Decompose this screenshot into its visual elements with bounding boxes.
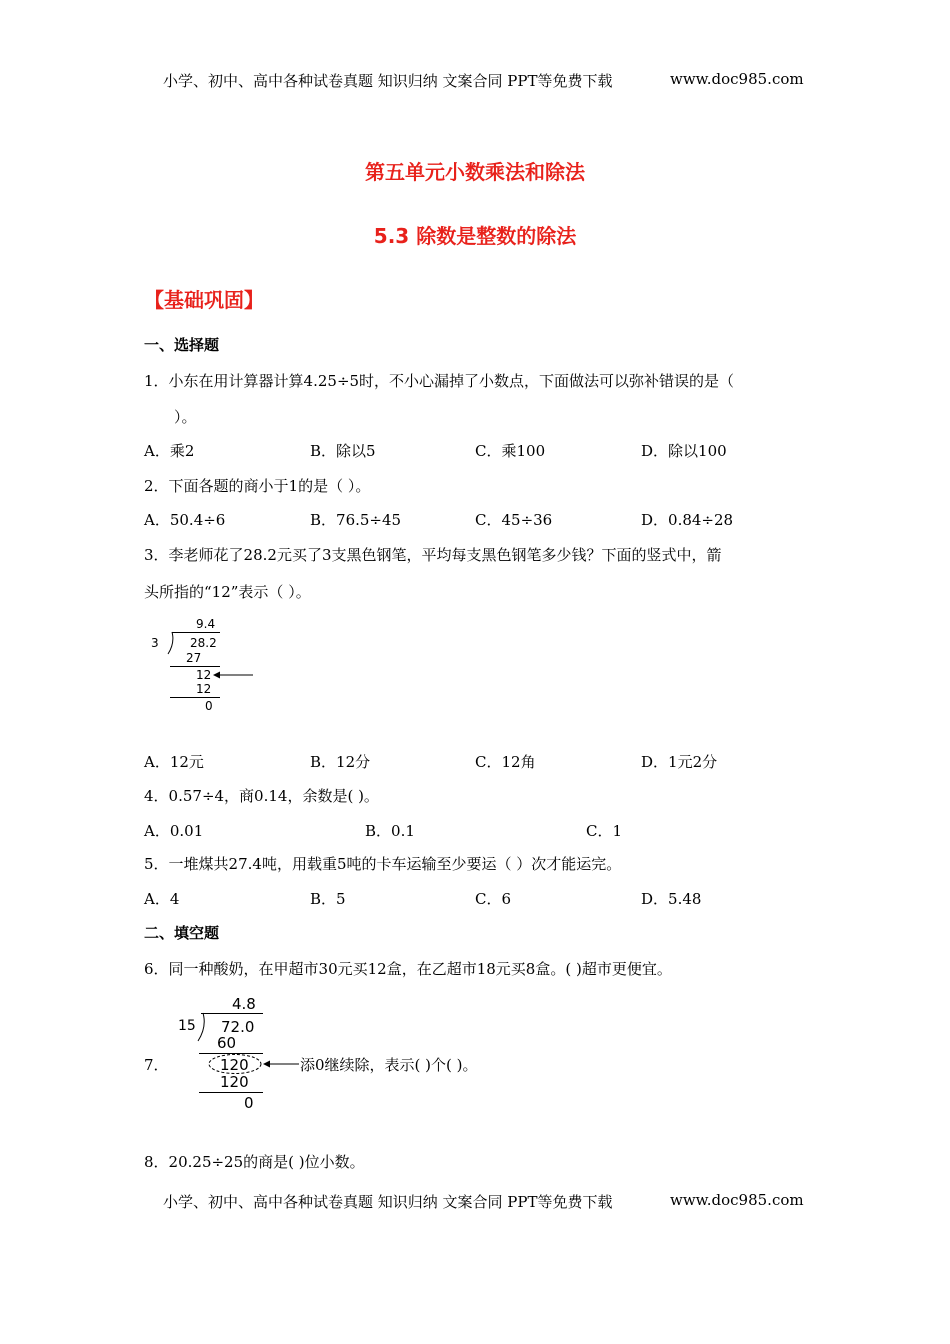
q4-option-a[interactable]: A．0.01 bbox=[144, 822, 204, 840]
question-1-line1: 1．小东在用计算器计算4.25÷5时，不小心漏掉了小数点，下面做法可以弥补错误的是（ bbox=[144, 372, 735, 390]
q2-option-b[interactable]: B．76.5÷45 bbox=[310, 511, 402, 529]
q3-divisor: 3 bbox=[151, 636, 159, 650]
q3-bracket-curve bbox=[166, 631, 176, 655]
q3-line2 bbox=[170, 697, 220, 698]
header-url[interactable]: www.doc985.com bbox=[670, 70, 804, 88]
q7-divisor: 15 bbox=[178, 1018, 196, 1034]
q4-option-c[interactable]: C．1 bbox=[586, 822, 623, 840]
q3-remainder: 0 bbox=[205, 699, 213, 713]
question-4: 4．0.57÷4，商0.14，余数是( )。 bbox=[144, 787, 379, 805]
question-5: 5．一堆煤共27.4吨，用载重5吨的卡车运输至少要运（ ）次才能运完。 bbox=[144, 855, 622, 873]
q3-arrow-icon bbox=[212, 669, 254, 681]
unit-title: 第五单元小数乘法和除法 bbox=[365, 160, 585, 184]
footer-text: 小学、初中、高中各种试卷真题 知识归纳 文案合同 PPT等免费下载 bbox=[163, 1193, 613, 1211]
q7-step2: 120 bbox=[220, 1056, 249, 1074]
question-1-line2: ）。 bbox=[174, 408, 197, 426]
q3-option-d[interactable]: D．1元2分 bbox=[641, 753, 718, 771]
q3-step1: 27 bbox=[186, 651, 202, 665]
q3-option-c[interactable]: C．12角 bbox=[475, 753, 536, 771]
q5-option-c[interactable]: C．6 bbox=[475, 890, 512, 908]
q3-quotient: 9.4 bbox=[196, 617, 216, 631]
q3-bracket-line bbox=[172, 632, 220, 633]
q5-option-a[interactable]: A．4 bbox=[144, 890, 180, 908]
q1-option-c[interactable]: C．乘100 bbox=[475, 442, 546, 460]
q4-option-b[interactable]: B．0.1 bbox=[365, 822, 415, 840]
q7-arrow-icon bbox=[262, 1058, 300, 1070]
q7-bracket-line bbox=[201, 1013, 263, 1014]
q3-option-b[interactable]: B．12分 bbox=[310, 753, 371, 771]
question-3-line1: 3．李老师花了28.2元买了3支黑色钢笔，平均每支黑色钢笔多少钱？下面的竖式中，箭 bbox=[144, 546, 722, 564]
section-choice: 一、选择题 bbox=[144, 336, 220, 354]
question-7-number: 7． bbox=[144, 1056, 169, 1074]
q1-option-a[interactable]: A．乘2 bbox=[144, 442, 195, 460]
question-6: 6．同一种酸奶，在甲超市30元买12盒，在乙超市18元买8盒。( )超市更便宜。 bbox=[144, 960, 672, 978]
q3-step2: 12 bbox=[196, 668, 212, 682]
q7-bracket-curve bbox=[196, 1012, 208, 1042]
q7-line2 bbox=[199, 1092, 263, 1093]
q1-option-d[interactable]: D．除以100 bbox=[641, 442, 727, 460]
q7-step1: 60 bbox=[217, 1034, 237, 1052]
question-8: 8．20.25÷25的商是( )位小数。 bbox=[144, 1153, 365, 1171]
q3-line1 bbox=[170, 666, 220, 667]
q2-option-c[interactable]: C．45÷36 bbox=[475, 511, 553, 529]
section-basic: 【基础巩固】 bbox=[144, 288, 264, 312]
q3-dividend: 28.2 bbox=[190, 636, 217, 650]
q2-option-a[interactable]: A．50.4÷6 bbox=[144, 511, 226, 529]
q1-option-b[interactable]: B．除以5 bbox=[310, 442, 376, 460]
q7-quotient: 4.8 bbox=[232, 995, 256, 1013]
q5-option-b[interactable]: B．5 bbox=[310, 890, 346, 908]
question-7-text: 添0继续除，表示( )个( )。 bbox=[300, 1056, 478, 1074]
footer-url[interactable]: www.doc985.com bbox=[670, 1191, 804, 1209]
lesson-title: 5.3 除数是整数的除法 bbox=[373, 224, 577, 248]
q3-option-a[interactable]: A．12元 bbox=[144, 753, 204, 771]
question-2: 2．下面各题的商小于1的是（ ）。 bbox=[144, 477, 371, 495]
q7-dividend: 72.0 bbox=[221, 1018, 255, 1036]
q3-step3: 12 bbox=[196, 682, 212, 696]
q7-remainder: 0 bbox=[244, 1094, 254, 1112]
q5-option-d[interactable]: D．5.48 bbox=[641, 890, 702, 908]
section-fill: 二、填空题 bbox=[144, 924, 220, 942]
q2-option-d[interactable]: D．0.84÷28 bbox=[641, 511, 734, 529]
question-3-line2: 头所指的“12”表示（ ）。 bbox=[144, 583, 311, 601]
header-text: 小学、初中、高中各种试卷真题 知识归纳 文案合同 PPT等免费下载 bbox=[163, 72, 613, 90]
q7-step3: 120 bbox=[220, 1073, 249, 1091]
